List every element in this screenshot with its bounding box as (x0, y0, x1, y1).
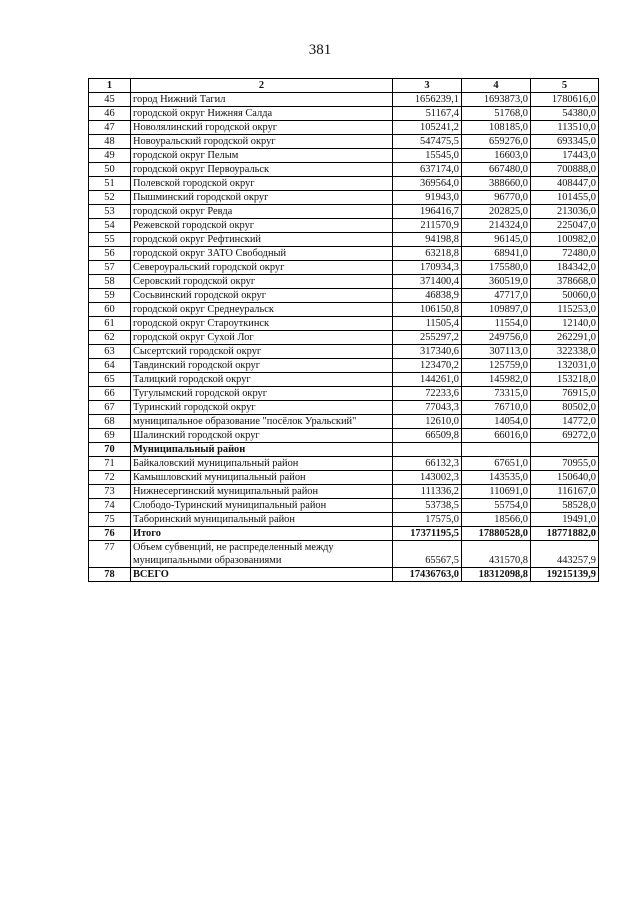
value-col-4-cell: 18566,0 (462, 513, 531, 527)
header-col-2: 2 (131, 79, 393, 93)
row-number-cell: 50 (89, 163, 131, 177)
value-col-4-cell: 214324,0 (462, 219, 531, 233)
value-col-3-cell: 53738,5 (393, 499, 462, 513)
value-col-3-cell: 51167,4 (393, 107, 462, 121)
value-col-4-cell: 96770,0 (462, 191, 531, 205)
value-col-3-cell: 547475,5 (393, 135, 462, 149)
value-col-5-cell: 1780616,0 (531, 93, 599, 107)
value-col-5-cell: 101455,0 (531, 191, 599, 205)
value-col-5-cell: 150640,0 (531, 471, 599, 485)
value-col-4-cell: 51768,0 (462, 107, 531, 121)
value-col-3-cell: 65567,5 (393, 541, 462, 568)
table-row (89, 527, 599, 541)
value-col-5-cell: 17443,0 (531, 149, 599, 163)
value-col-3-cell: 94198,8 (393, 233, 462, 247)
value-col-3-cell: 143002,3 (393, 471, 462, 485)
row-number-cell: 68 (89, 415, 131, 429)
municipality-name-cell: муниципальное образование "посёлок Уральский" (131, 415, 393, 429)
value-col-5-cell: 115253,0 (531, 303, 599, 317)
value-col-4-cell: 175580,0 (462, 261, 531, 275)
municipality-name-cell: Нижнесергинский муниципальный район (131, 485, 393, 499)
table-row (89, 107, 599, 121)
row-number-cell: 61 (89, 317, 131, 331)
value-col-3-cell: 123470,2 (393, 359, 462, 373)
row-number-cell: 73 (89, 485, 131, 499)
municipality-name-cell: городской округ Рефтинский (131, 233, 393, 247)
table-row (89, 471, 599, 485)
municipality-name-cell: Тугулымский городской округ (131, 387, 393, 401)
value-col-4-cell: 55754,0 (462, 499, 531, 513)
table-row (89, 401, 599, 415)
value-col-5-cell: 19215139,9 (531, 568, 599, 582)
municipality-name-cell: Объем субвенций, не распределенный между муниципальными образованиями (131, 541, 393, 568)
municipality-name-cell: городской округ Нижняя Салда (131, 107, 393, 121)
row-number-cell: 76 (89, 527, 131, 541)
value-col-4-cell: 73315,0 (462, 387, 531, 401)
value-col-3-cell: 369564,0 (393, 177, 462, 191)
value-col-3-cell: 1656239,1 (393, 93, 462, 107)
value-col-3-cell: 371400,4 (393, 275, 462, 289)
value-col-3-cell: 17436763,0 (393, 568, 462, 582)
table-row (89, 513, 599, 527)
value-col-4-cell: 108185,0 (462, 121, 531, 135)
value-col-4-cell: 17880528,0 (462, 527, 531, 541)
value-col-3-cell: 106150,8 (393, 303, 462, 317)
row-number-cell: 72 (89, 471, 131, 485)
row-number-cell: 62 (89, 331, 131, 345)
value-col-5-cell: 12140,0 (531, 317, 599, 331)
table-row (89, 457, 599, 471)
value-col-3-cell: 317340,6 (393, 345, 462, 359)
row-number-cell: 58 (89, 275, 131, 289)
value-col-4-cell: 431570,8 (462, 541, 531, 568)
value-col-3-cell: 105241,2 (393, 121, 462, 135)
value-col-5-cell: 213036,0 (531, 205, 599, 219)
row-number-cell: 75 (89, 513, 131, 527)
municipality-name-cell: Новоуральский городской округ (131, 135, 393, 149)
value-col-4-cell: 125759,0 (462, 359, 531, 373)
value-col-3-cell: 11505,4 (393, 317, 462, 331)
table-body (89, 93, 599, 582)
municipality-name-cell: Талицкий городской округ (131, 373, 393, 387)
value-col-4-cell: 66016,0 (462, 429, 531, 443)
municipality-name-cell: городской округ Ревда (131, 205, 393, 219)
table-row (89, 387, 599, 401)
row-number-cell: 77 (89, 541, 131, 568)
value-col-5-cell: 443257,9 (531, 541, 599, 568)
value-col-5-cell: 58528,0 (531, 499, 599, 513)
row-number-cell: 49 (89, 149, 131, 163)
table-row (89, 205, 599, 219)
table-row (89, 303, 599, 317)
value-col-5-cell: 225047,0 (531, 219, 599, 233)
value-col-3-cell: 111336,2 (393, 485, 462, 499)
value-col-5-cell: 72480,0 (531, 247, 599, 261)
header-col-5: 5 (531, 79, 599, 93)
value-col-4-cell: 388660,0 (462, 177, 531, 191)
value-col-5-cell: 80502,0 (531, 401, 599, 415)
table-row (89, 219, 599, 233)
table-row (89, 289, 599, 303)
value-col-3-cell: 170934,3 (393, 261, 462, 275)
header-col-4: 4 (462, 79, 531, 93)
row-number-cell: 71 (89, 457, 131, 471)
row-number-cell: 59 (89, 289, 131, 303)
table-row (89, 415, 599, 429)
value-col-4-cell (462, 443, 531, 457)
table-header-row (89, 79, 599, 93)
table-row (89, 331, 599, 345)
row-number-cell: 57 (89, 261, 131, 275)
municipality-name-cell: Итого (131, 527, 393, 541)
municipality-name-cell: городской округ Первоуральск (131, 163, 393, 177)
value-col-4-cell: 109897,0 (462, 303, 531, 317)
value-col-3-cell: 63218,8 (393, 247, 462, 261)
value-col-5-cell: 69272,0 (531, 429, 599, 443)
value-col-3-cell: 17371195,5 (393, 527, 462, 541)
value-col-3-cell: 255297,2 (393, 331, 462, 345)
municipality-name-cell: ВСЕГО (131, 568, 393, 582)
table-row (89, 135, 599, 149)
value-col-5-cell: 100982,0 (531, 233, 599, 247)
value-col-5-cell: 408447,0 (531, 177, 599, 191)
value-col-4-cell: 47717,0 (462, 289, 531, 303)
municipality-name-cell: Слободо-Туринский муниципальный район (131, 499, 393, 513)
table-row (89, 499, 599, 513)
value-col-4-cell: 16603,0 (462, 149, 531, 163)
row-number-cell: 53 (89, 205, 131, 219)
value-col-5-cell: 19491,0 (531, 513, 599, 527)
municipality-name-cell: городской округ Пелым (131, 149, 393, 163)
municipality-name-cell: Туринский городской округ (131, 401, 393, 415)
row-number-cell: 55 (89, 233, 131, 247)
row-number-cell: 74 (89, 499, 131, 513)
value-col-5-cell: 76915,0 (531, 387, 599, 401)
value-col-5-cell: 322338,0 (531, 345, 599, 359)
municipality-name-cell: городской округ Среднеуральск (131, 303, 393, 317)
municipality-name-cell: Сысертский городской округ (131, 345, 393, 359)
municipality-name-cell: Североуральский городской округ (131, 261, 393, 275)
municipality-name-cell: Сосьвинский городской округ (131, 289, 393, 303)
table-row (89, 373, 599, 387)
value-col-3-cell: 144261,0 (393, 373, 462, 387)
subsidies-table (88, 78, 599, 582)
municipality-name-cell: Камышловский муниципальный район (131, 471, 393, 485)
value-col-4-cell: 145982,0 (462, 373, 531, 387)
table-row (89, 233, 599, 247)
table-row (89, 485, 599, 499)
municipality-name-cell: городской округ ЗАТО Свободный (131, 247, 393, 261)
value-col-3-cell: 637174,0 (393, 163, 462, 177)
value-col-5-cell: 18771882,0 (531, 527, 599, 541)
municipality-name-cell: Байкаловский муниципальный район (131, 457, 393, 471)
value-col-5-cell: 153218,0 (531, 373, 599, 387)
value-col-5-cell: 50060,0 (531, 289, 599, 303)
row-number-cell: 69 (89, 429, 131, 443)
header-col-3: 3 (393, 79, 462, 93)
table-row (89, 177, 599, 191)
value-col-4-cell: 67651,0 (462, 457, 531, 471)
value-col-5-cell: 262291,0 (531, 331, 599, 345)
municipality-name-cell: Шалинский городской округ (131, 429, 393, 443)
value-col-5-cell: 132031,0 (531, 359, 599, 373)
table-row (89, 163, 599, 177)
row-number-cell: 54 (89, 219, 131, 233)
municipality-name-cell: Пышминский городской округ (131, 191, 393, 205)
value-col-4-cell: 143535,0 (462, 471, 531, 485)
value-col-5-cell (531, 443, 599, 457)
value-col-4-cell: 96145,0 (462, 233, 531, 247)
row-number-cell: 47 (89, 121, 131, 135)
row-number-cell: 70 (89, 443, 131, 457)
value-col-5-cell: 70955,0 (531, 457, 599, 471)
table-row (89, 149, 599, 163)
value-col-5-cell: 14772,0 (531, 415, 599, 429)
municipality-name-cell: городской округ Староуткинск (131, 317, 393, 331)
municipality-name-cell: Таборинский муниципальный район (131, 513, 393, 527)
value-col-4-cell: 307113,0 (462, 345, 531, 359)
value-col-3-cell: 46838,9 (393, 289, 462, 303)
value-col-5-cell: 184342,0 (531, 261, 599, 275)
value-col-4-cell: 76710,0 (462, 401, 531, 415)
table-row (89, 275, 599, 289)
value-col-5-cell: 54380,0 (531, 107, 599, 121)
municipality-name-cell: Муниципальный район (131, 443, 393, 457)
row-number-cell: 78 (89, 568, 131, 582)
value-col-5-cell: 113510,0 (531, 121, 599, 135)
table-row (89, 541, 599, 568)
value-col-4-cell: 667480,0 (462, 163, 531, 177)
value-col-4-cell: 1693873,0 (462, 93, 531, 107)
row-number-cell: 65 (89, 373, 131, 387)
municipality-name-cell: Режевской городской округ (131, 219, 393, 233)
row-number-cell: 52 (89, 191, 131, 205)
table-row (89, 261, 599, 275)
table-row (89, 443, 599, 457)
value-col-4-cell: 659276,0 (462, 135, 531, 149)
value-col-3-cell: 12610,0 (393, 415, 462, 429)
value-col-4-cell: 202825,0 (462, 205, 531, 219)
value-col-3-cell: 91943,0 (393, 191, 462, 205)
value-col-3-cell: 17575,0 (393, 513, 462, 527)
value-col-3-cell: 77043,3 (393, 401, 462, 415)
row-number-cell: 60 (89, 303, 131, 317)
value-col-4-cell: 68941,0 (462, 247, 531, 261)
row-number-cell: 67 (89, 401, 131, 415)
row-number-cell: 48 (89, 135, 131, 149)
table-row (89, 429, 599, 443)
value-col-5-cell: 378668,0 (531, 275, 599, 289)
row-number-cell: 51 (89, 177, 131, 191)
table-row (89, 317, 599, 331)
row-number-cell: 46 (89, 107, 131, 121)
value-col-3-cell: 66132,3 (393, 457, 462, 471)
table-row (89, 359, 599, 373)
value-col-4-cell: 249756,0 (462, 331, 531, 345)
row-number-cell: 63 (89, 345, 131, 359)
table-row (89, 345, 599, 359)
table-row (89, 191, 599, 205)
table-row (89, 93, 599, 107)
municipality-name-cell: Полевской городской округ (131, 177, 393, 191)
row-number-cell: 56 (89, 247, 131, 261)
value-col-4-cell: 110691,0 (462, 485, 531, 499)
value-col-3-cell: 15545,0 (393, 149, 462, 163)
table-row (89, 247, 599, 261)
municipality-name-cell: Тавдинский городской округ (131, 359, 393, 373)
value-col-5-cell: 693345,0 (531, 135, 599, 149)
row-number-cell: 64 (89, 359, 131, 373)
table-row (89, 121, 599, 135)
value-col-5-cell: 700888,0 (531, 163, 599, 177)
value-col-3-cell: 72233,6 (393, 387, 462, 401)
row-number-cell: 66 (89, 387, 131, 401)
municipality-name-cell: город Нижний Тагил (131, 93, 393, 107)
value-col-3-cell: 211570,9 (393, 219, 462, 233)
value-col-3-cell (393, 443, 462, 457)
header-col-1: 1 (89, 79, 131, 93)
municipality-name-cell: Новолялинский городской округ (131, 121, 393, 135)
municipality-name-cell: городской округ Сухой Лог (131, 331, 393, 345)
municipality-name-cell: Серовский городской округ (131, 275, 393, 289)
page-number: 381 (308, 42, 332, 58)
value-col-5-cell: 116167,0 (531, 485, 599, 499)
row-number-cell: 45 (89, 93, 131, 107)
value-col-4-cell: 14054,0 (462, 415, 531, 429)
value-col-4-cell: 18312098,8 (462, 568, 531, 582)
value-col-4-cell: 360519,0 (462, 275, 531, 289)
table-row (89, 568, 599, 582)
value-col-3-cell: 196416,7 (393, 205, 462, 219)
value-col-3-cell: 66509,8 (393, 429, 462, 443)
value-col-4-cell: 11554,0 (462, 317, 531, 331)
